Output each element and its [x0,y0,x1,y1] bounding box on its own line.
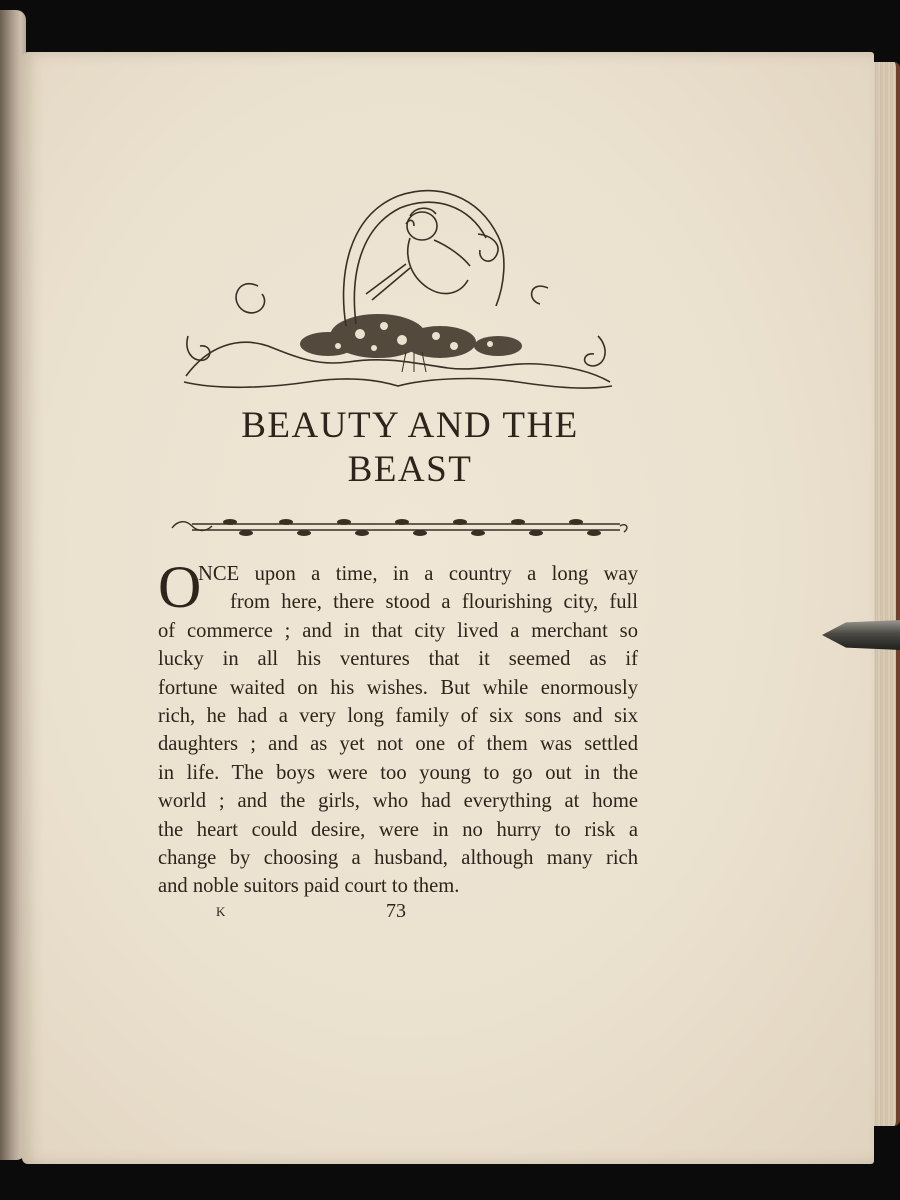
text-line: fortune waited on his wishes. But while enormously [158,676,638,699]
drop-cap: O [158,554,202,620]
signature-mark: K [216,904,226,919]
text-line: rich, he had a very long family of six sons and six [158,704,638,727]
cherub-with-pipes-ornament-icon [178,176,618,396]
story-paragraph [158,554,638,901]
vine-rule-ornament-icon [168,514,630,542]
chapter-title-line-2: BEAST [347,449,473,490]
text-line: daughters ; and as yet not one of them was settled [158,733,638,756]
text-line: NCE upon a time, in a country a long way [198,563,638,585]
chapter-title [160,404,660,492]
text-line: of commerce ; and in that city lived a merchant so [158,619,638,642]
page-number: 73 [386,900,406,922]
text-line: change by choosing a husband, although many rich [158,846,638,869]
chapter-title-line-1: BEAUTY AND THE [241,405,579,446]
text-line: lucky in all his ventures that it seemed as if [158,648,638,671]
text-line: the heart could desire, were in no hurry to risk a [158,818,638,841]
text-line: in life. The boys were too young to go out in the [158,761,638,784]
text-line: and noble suitors paid court to them. [158,875,460,898]
text-line: from here, there stood a flourishing city, full [230,591,638,614]
text-line: world ; and the girls, who had everything at home [158,790,638,813]
